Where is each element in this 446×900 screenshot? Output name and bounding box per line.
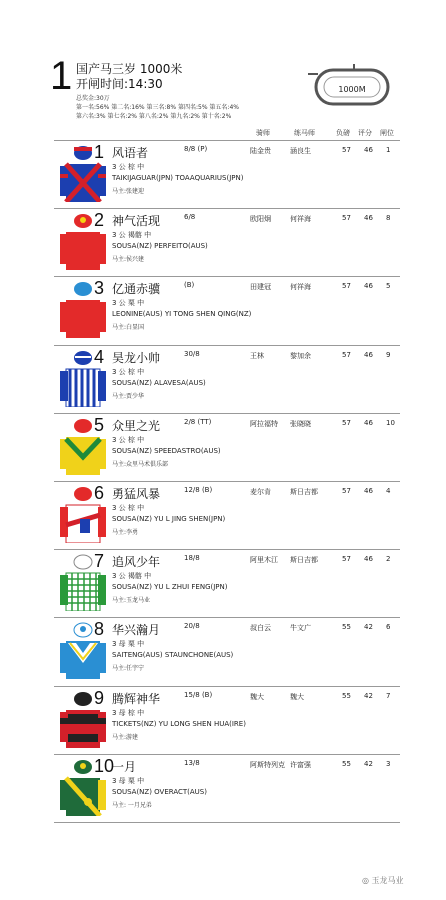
horse-name: 勇猛风暴 xyxy=(112,487,161,501)
rating: 42 xyxy=(364,759,373,768)
race-header xyxy=(0,0,446,140)
col-weight: 负磅 xyxy=(336,129,350,137)
horse-owner: 马主:游建 xyxy=(112,733,139,741)
total-purse: 总奖金:30万 xyxy=(76,95,110,102)
trainer-name: 魏大 xyxy=(290,692,304,701)
horse-pedigree: SOUSA(NZ) OVERACT(AUS) xyxy=(112,787,207,796)
horse-name: 众里之光 xyxy=(112,418,161,433)
jockey-name: 王林 xyxy=(250,351,264,360)
weight: 55 xyxy=(342,759,351,768)
trainer-name: 黎加余 xyxy=(290,351,311,360)
runner-row xyxy=(54,415,400,477)
horse-name: 昊龙小帅 xyxy=(112,350,161,365)
trainer-name: 斯日吉都 xyxy=(290,556,318,565)
rating: 46 xyxy=(364,487,373,495)
weight: 57 xyxy=(342,418,351,427)
track-diagram xyxy=(306,62,392,108)
horse-number: 2 xyxy=(94,210,105,231)
horse-owner: 马主:玉龙马业 xyxy=(112,597,151,605)
runner-row xyxy=(54,278,400,340)
horse-odds: 2/8 (TT) xyxy=(184,417,212,426)
runner-row xyxy=(54,756,400,818)
horse-odds: (B) xyxy=(184,281,195,290)
horse-info: 3 公 棕 中 xyxy=(112,163,145,171)
horse-number: 4 xyxy=(94,346,105,367)
horse-owner: 马主:李勇 xyxy=(112,529,139,536)
col-jockey: 骑师 xyxy=(256,129,270,137)
horse-pedigree: SOUSA(NZ) PERFEITO(AUS) xyxy=(112,242,208,251)
weight: 57 xyxy=(342,146,351,154)
gate: 2 xyxy=(386,555,391,564)
row-divider xyxy=(54,822,400,823)
col-rating: 评分 xyxy=(358,129,372,137)
jockey-name: 阿斯特列克 xyxy=(250,760,285,769)
horse-pedigree: TAIKIJAGUAR(JPN) TOAAQUARIUS(JPN) xyxy=(112,174,244,182)
trainer-name: 张晓晓 xyxy=(290,419,311,428)
race-title: 国产马三岁 1000米 xyxy=(76,62,183,76)
gate: 7 xyxy=(386,691,391,700)
row-divider xyxy=(54,754,400,755)
gate: 9 xyxy=(386,350,391,359)
jockey-name: 阿里木江 xyxy=(250,556,278,565)
horse-number: 6 xyxy=(94,483,105,503)
weight: 57 xyxy=(342,214,351,223)
rating: 46 xyxy=(364,418,373,427)
weight: 55 xyxy=(342,691,351,700)
jockey-name: 欧阳炯 xyxy=(250,215,271,224)
horse-pedigree: SAITENG(AUS) STAUNCHONE(AUS) xyxy=(112,651,234,660)
horse-info: 3 公 褐髂 中 xyxy=(112,572,152,581)
gate: 3 xyxy=(386,759,391,768)
horse-odds: 20/8 xyxy=(184,622,200,631)
horse-number: 1 xyxy=(94,142,105,162)
gate: 5 xyxy=(386,282,391,291)
rating: 46 xyxy=(364,282,373,291)
horse-info: 3 公 棕 中 xyxy=(112,367,145,376)
horse-odds: 12/8 (B) xyxy=(184,486,213,494)
horse-name: 一月 xyxy=(112,759,137,774)
gate: 10 xyxy=(386,418,395,427)
horse-info: 3 公 栗 中 xyxy=(112,299,145,308)
horse-owner: 马主:白显国 xyxy=(112,324,145,332)
trainer-name: 涵良生 xyxy=(290,147,311,155)
trainer-name: 牛文广 xyxy=(290,624,311,633)
runner-row xyxy=(54,210,400,272)
horse-pedigree: SOUSA(NZ) SPEEDASTRO(AUS) xyxy=(112,446,221,455)
gate: 4 xyxy=(386,487,391,495)
row-divider xyxy=(54,686,400,687)
horse-owner: 马主:众里马术俱乐部 xyxy=(112,460,169,468)
weight: 57 xyxy=(342,487,351,495)
horse-odds: 6/8 xyxy=(184,213,196,222)
race-number: 1 xyxy=(50,54,73,98)
jockey-name: 田建冠 xyxy=(250,283,271,292)
col-gate: 闸位 xyxy=(380,129,394,137)
prize-distribution-1: 第一名:56% 第二名:16% 第三名:8% 第四名:5% 第五名:4% xyxy=(76,104,239,111)
horse-owner: 马主:贾少华 xyxy=(112,392,145,400)
rating: 46 xyxy=(364,146,373,154)
horse-name: 亿通赤骥 xyxy=(112,282,161,297)
jockey-name: 陆金贵 xyxy=(250,147,271,155)
runner-row xyxy=(54,619,400,681)
row-divider xyxy=(54,208,400,209)
horse-odds: 15/8 (B) xyxy=(184,690,213,699)
rating: 46 xyxy=(364,555,373,564)
horse-number: 7 xyxy=(94,551,105,572)
horse-info: 3 公 棕 中 xyxy=(112,504,145,512)
footer-brand-text: 玉龙马业 xyxy=(371,876,404,885)
gate: 6 xyxy=(386,623,391,632)
race-start-time: 开闸时间:14:30 xyxy=(76,77,163,91)
row-divider xyxy=(54,413,400,414)
row-divider xyxy=(54,140,400,141)
weight: 57 xyxy=(342,555,351,564)
horse-pedigree: LEONINE(AUS) YI TONG SHEN QING(NZ) xyxy=(112,310,252,319)
runner-row xyxy=(54,551,400,613)
horse-odds: 30/8 xyxy=(184,349,200,358)
prize-distribution-2: 第六名:3% 第七名:2% 第八名:2% 第九名:2% 第十名:2% xyxy=(76,113,232,120)
horse-number: 9 xyxy=(94,687,105,708)
row-divider xyxy=(54,481,400,482)
horse-info: 3 公 褐髂 中 xyxy=(112,231,152,240)
horse-number: 3 xyxy=(94,278,105,299)
jockey-name: 阿拉福特 xyxy=(250,419,278,428)
runner-row xyxy=(54,347,400,409)
rating: 46 xyxy=(364,350,373,359)
horse-owner: 马主:任宇宁 xyxy=(112,665,145,673)
horse-odds: 8/8 (P) xyxy=(184,145,208,153)
horse-name: 风语者 xyxy=(112,146,149,160)
horse-owner: 马主:侯兴建 xyxy=(112,256,145,264)
runner-row xyxy=(54,483,400,545)
horse-odds: 13/8 xyxy=(184,758,200,767)
horse-name: 华兴瀚月 xyxy=(112,623,161,638)
jockey-name: 魏大 xyxy=(250,692,264,701)
horse-name: 腾辉神华 xyxy=(112,691,161,706)
weight: 57 xyxy=(342,282,351,291)
trainer-name: 何祥海 xyxy=(290,283,311,292)
row-divider xyxy=(54,276,400,277)
weight: 57 xyxy=(342,350,351,359)
trainer-name: 许富强 xyxy=(290,760,311,769)
horse-name: 追风少年 xyxy=(112,555,161,570)
horse-info: 3 公 棕 中 xyxy=(112,435,145,444)
row-divider xyxy=(54,617,400,618)
horse-info: 3 母 栗 中 xyxy=(112,640,145,649)
horse-pedigree: SOUSA(NZ) ALAVESA(AUS) xyxy=(112,378,206,387)
horse-odds: 18/8 xyxy=(184,554,200,563)
horse-name: 神气活现 xyxy=(112,214,161,229)
runner-row xyxy=(54,688,400,750)
footer-brand: ◎ 玉龙马业 xyxy=(362,876,404,885)
gate: 8 xyxy=(386,214,391,223)
horse-number: 8 xyxy=(94,619,105,640)
gate: 1 xyxy=(386,146,391,154)
horse-number: 5 xyxy=(94,414,105,435)
horse-info: 3 母 栗 中 xyxy=(112,776,145,785)
trainer-name: 何祥海 xyxy=(290,215,311,224)
trainer-name: 斯日吉都 xyxy=(290,488,318,496)
row-divider xyxy=(54,345,400,346)
horse-info: 3 母 棕 中 xyxy=(112,708,145,717)
rating: 42 xyxy=(364,623,373,632)
horse-pedigree: SOUSA(NZ) YU L ZHUI FENG(JPN) xyxy=(112,583,228,592)
rating: 46 xyxy=(364,214,373,223)
horse-pedigree: TICKETS(NZ) YU LONG SHEN HUA(IRE) xyxy=(112,719,246,728)
weight: 55 xyxy=(342,623,351,632)
horse-owner: 马主:张建迎 xyxy=(112,188,145,195)
row-divider xyxy=(54,549,400,550)
horse-owner: 马主: 一月兄弟 xyxy=(112,801,152,809)
track-distance-label: 1000M xyxy=(338,85,366,94)
rating: 42 xyxy=(364,691,373,700)
horse-number: 10 xyxy=(94,755,115,776)
runner-row xyxy=(54,142,400,204)
jockey-name: 叔白云 xyxy=(250,624,271,633)
horse-pedigree: SOUSA(NZ) YU L JING SHEN(JPN) xyxy=(112,515,226,523)
col-trainer: 练马师 xyxy=(294,129,315,137)
jockey-name: 麦尔肯 xyxy=(250,488,271,496)
